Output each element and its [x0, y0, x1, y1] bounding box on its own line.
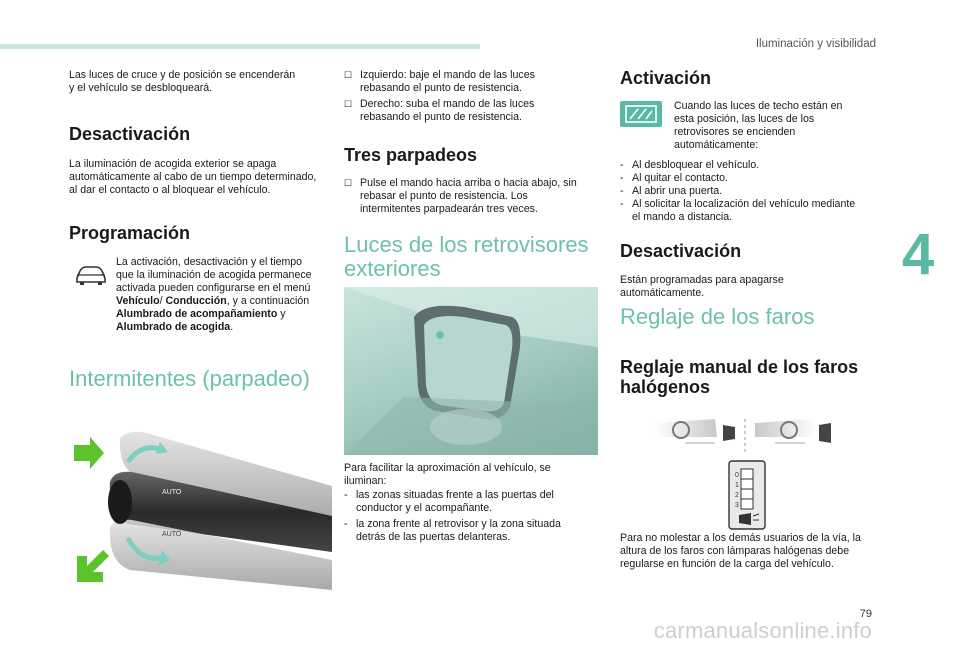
reglaje-text: Para no molestar a los demás usuarios de la vía, la altura de los faros con lámparas halógenas debe regularse en función de la carga del vehículo. [620, 532, 861, 570]
desactivacion-text-2: Están programadas para apagarse automáticamente. [620, 274, 784, 299]
list-item: - Al quitar el contacto. [620, 172, 728, 184]
headlamp-adjust-illustration [655, 417, 835, 533]
bullet-derecho: ☐ Derecho: suba el mando de las luces rebasando el punto de resistencia. [344, 98, 535, 123]
stalk-label-auto-top: AUTO [162, 489, 182, 496]
list-item: - Al abrir una puerta. [620, 185, 723, 197]
dash-item-2: - la zona frente al retrovisor y la zona situada detrás de las puertas delanteras. [344, 518, 561, 543]
bullet-marker-icon: ☐ [344, 99, 353, 109]
bullet-marker-icon: ☐ [344, 178, 353, 188]
luces-retrovisores-heading: Luces de los retrovisores exteriores [344, 232, 589, 281]
list-item: - Al solicitar la localización del vehículo mediante el mando a distancia. [620, 198, 856, 223]
bullet-tres-parpadeos: ☐ Pulse el mando hacia arriba o hacia abajo, sin rebasar el punto de resistencia. Los intermitentes parpadearán tres veces. [344, 177, 577, 215]
header-color-bar [0, 44, 480, 49]
bullet-izquierdo: ☐ Izquierdo: baje el mando de las luces rebasando el punto de resistencia. [344, 69, 535, 94]
desactivacion-heading-2: Desactivación [620, 241, 742, 261]
desactivacion-heading: Desactivación [69, 124, 191, 144]
roof-light-icon [620, 101, 662, 127]
intro-text: Las luces de cruce y de posición se encenderán y el vehículo se desbloqueará. [69, 69, 296, 94]
para-facilitar-text: Para facilitar la aproximación al vehículo, se iluminan: [344, 462, 551, 487]
list-item: - Al desbloquear el vehículo. [620, 159, 760, 171]
reglaje-heading: Reglaje de los faros [620, 304, 815, 329]
activacion-heading: Activación [620, 68, 712, 88]
dash-item-1: - las zonas situadas frente a las puertas del conductor y el acompañante. [344, 489, 554, 514]
chapter-number: 4 [902, 222, 935, 287]
dial-label: 3 [735, 502, 739, 509]
car-outline-icon [74, 262, 108, 286]
tres-parpadeos-heading: Tres parpadeos [344, 145, 478, 165]
section-title: Iluminación y visibilidad [755, 38, 876, 50]
watermark: carmanualsonline.info [653, 618, 872, 643]
intermitentes-heading: Intermitentes (parpadeo) [69, 366, 310, 391]
mirror-lighting-photo [344, 287, 598, 455]
dial-label: 0 [735, 472, 739, 479]
right-arrow-icon [72, 435, 106, 471]
left-arrow-icon [73, 548, 111, 584]
programacion-heading: Programación [69, 223, 191, 243]
activacion-list [620, 159, 860, 224]
desactivacion-text: La iluminación de acogida exterior se apaga automáticamente al cabo de un tiempo determinado, al dar el contacto o al bloquear el vehículo. [69, 158, 317, 196]
activacion-text: Cuando las luces de techo están en esta posición, las luces de los retrovisores se encienden automáticamente: [674, 100, 843, 151]
stalk-label-auto-bottom: AUTO [162, 531, 182, 538]
reglaje-manual-heading: Reglaje manual de los faros halógenos [620, 357, 859, 397]
programacion-text: La activación, desactivación y el tiempo que la iluminación de acogida permanece activada pueden configurarse en el menú Vehículo/ Conducción, y a continuación Alumbrado de acompañamiento y Alumbrado de acogida. [116, 256, 312, 333]
page-number: 79 [859, 608, 872, 620]
dial-label: 2 [735, 492, 739, 499]
dial-label: 1 [735, 482, 739, 489]
bullet-marker-icon: ☐ [344, 70, 353, 80]
